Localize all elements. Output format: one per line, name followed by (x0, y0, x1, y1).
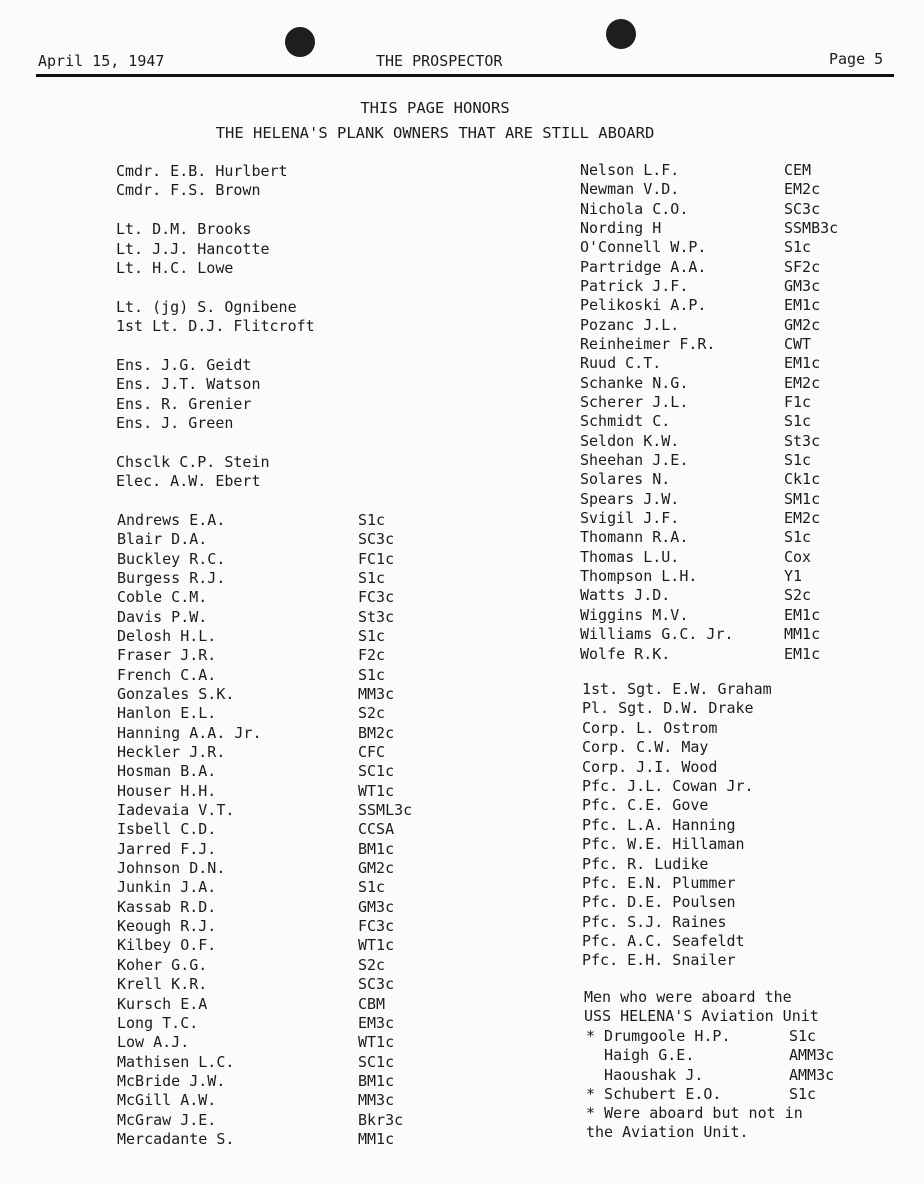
marine-entry: Pfc. L.A. Hanning (582, 815, 736, 834)
crew-name: Buckley R.C. (117, 549, 226, 568)
crew-name: Fraser J.R. (117, 646, 217, 665)
crew-rate: AMM3c (789, 1046, 835, 1065)
crew-rate: S1c (789, 1085, 817, 1104)
aviation-note-line: * Were aboard but not in (586, 1104, 803, 1122)
publication-name: THE PROSPECTOR (376, 52, 503, 70)
crew-rate: S2c (358, 955, 386, 974)
crew-rate: MM3c (358, 685, 395, 704)
crew-name: Hosman B.A. (117, 762, 217, 781)
crew-rate: GM2c (358, 859, 395, 878)
marine-entry: Pfc. C.E. Gove (582, 796, 709, 815)
crew-name: Davis P.W. (117, 607, 208, 626)
marine-entry: Pfc. E.N. Plummer (582, 873, 736, 892)
crew-name: Iadevaia V.T. (117, 801, 235, 820)
crew-rate: Ck1c (784, 470, 821, 489)
crew-name: * Schubert E.O. (586, 1085, 722, 1104)
crew-name: Mathisen L.C. (117, 1052, 235, 1071)
crew-rate: FC1c (358, 549, 395, 568)
crew-rate: SF2c (784, 257, 821, 276)
crew-name: McBride J.W. (117, 1071, 226, 1090)
officer-entry: Cmdr. E.B. Hurlbert (116, 162, 288, 180)
crew-name: * Drumgoole H.P. (586, 1027, 731, 1045)
crew-rate: St3c (358, 607, 395, 626)
crew-name: Wolfe R.K. (580, 644, 671, 663)
crew-rate: BM2c (358, 723, 395, 742)
crew-name: Blair D.A. (117, 530, 208, 549)
crew-rate: WT1c (358, 781, 395, 800)
crew-name: French C.A. (117, 665, 217, 684)
crew-name: Thompson L.H. (580, 567, 698, 586)
crew-name: Haoushak J. (586, 1065, 704, 1084)
crew-name: O'Connell W.P. (580, 238, 707, 257)
crew-name: Keough R.J. (117, 917, 217, 936)
marine-entry: Pfc. E.H. Snailer (582, 951, 736, 970)
crew-rate: GM3c (358, 897, 395, 916)
crew-rate: GM2c (784, 315, 821, 334)
officer-entry: Ens. J.G. Geidt (116, 355, 252, 374)
crew-name: McGill A.W. (117, 1091, 217, 1110)
officer-entry: Cmdr. F.S. Brown (116, 181, 261, 200)
crew-name: Jarred F.J. (117, 839, 217, 858)
crew-name: Burgess R.J. (117, 569, 226, 588)
marine-entry: Corp. J.I. Wood (582, 757, 718, 776)
crew-name: Patrick J.F. (580, 277, 689, 296)
crew-rate: S1c (358, 627, 386, 646)
marine-entry: 1st. Sgt. E.W. Graham (582, 680, 772, 698)
officer-entry: Ens. J.T. Watson (116, 375, 261, 394)
crew-rate: WT1c (358, 1033, 395, 1052)
officer-entry: Ens. J. Green (116, 414, 234, 433)
aviation-intro-line: Men who were aboard the (584, 988, 792, 1006)
marines-list (582, 680, 772, 971)
officer-entry: Lt. H.C. Lowe (116, 258, 234, 277)
crew-name: Mercadante S. (117, 1129, 235, 1148)
crew-rate: S1c (358, 878, 386, 897)
marine-entry: Pfc. W.E. Hillaman (582, 835, 745, 854)
marine-entry: Pfc. S.J. Raines (582, 912, 727, 931)
crew-rate: S1c (784, 451, 812, 470)
crew-rate: SSML3c (358, 801, 413, 820)
crew-name: Gonzales S.K. (117, 685, 235, 704)
crew-name: Haigh G.E. (586, 1046, 695, 1065)
officer-entry: Ens. R. Grenier (116, 394, 252, 413)
crew-rate: Bkr3c (358, 1110, 404, 1129)
crew-rate: CWT (784, 335, 812, 354)
crew-rate: S2c (784, 586, 812, 605)
crew-name: Schanke N.G. (580, 373, 689, 392)
crew-rate: EM1c (784, 644, 821, 663)
crew-rate: EM1c (784, 296, 821, 315)
spacer (116, 337, 315, 356)
crew-name: Williams G.C. Jr. (580, 625, 734, 644)
crew-name: Delosh H.L. (117, 627, 217, 646)
crew-name: Pelikoski A.P. (580, 296, 707, 315)
marine-entry: Pl. Sgt. D.W. Drake (582, 699, 754, 718)
crew-name: Andrews E.A. (117, 511, 226, 529)
crew-name: McGraw J.E. (117, 1110, 217, 1129)
crew-rate: CEM (784, 161, 812, 179)
crew-rate: BM1c (358, 1071, 395, 1090)
crew-rate: FC3c (358, 588, 395, 607)
crew-rate: CFC (358, 743, 386, 762)
crew-name: Partridge A.A. (580, 257, 707, 276)
crew-name: Newman V.D. (580, 180, 680, 199)
crew-name: Coble C.M. (117, 588, 208, 607)
officer-entry: Elec. A.W. Ebert (116, 472, 261, 491)
crew-name: Houser H.H. (117, 781, 217, 800)
crew-name: Long T.C. (117, 1013, 199, 1032)
crew-name: Schmidt C. (580, 412, 671, 431)
marine-entry: Pfc. R. Ludike (582, 854, 709, 873)
crew-rate: St3c (784, 431, 821, 450)
marine-entry: Pfc. J.L. Cowan Jr. (582, 776, 754, 795)
page-title-line2: THE HELENA'S PLANK OWNERS THAT ARE STILL ABOARD (215, 124, 655, 142)
crew-rate: SC1c (358, 1052, 395, 1071)
crew-rate: EM2c (784, 509, 821, 528)
crew-name: Reinheimer F.R. (580, 335, 716, 354)
marine-entry: Corp. L. Ostrom (582, 718, 718, 737)
crew-name: Wiggins M.V. (580, 605, 689, 624)
header-rule (36, 74, 894, 77)
officers-list (116, 162, 315, 492)
spacer (116, 278, 315, 297)
officer-entry: Lt. D.M. Brooks (116, 220, 252, 239)
crew-rate: S1c (784, 412, 812, 431)
punch-hole-left (285, 27, 315, 57)
crew-rate: SSMB3c (784, 219, 839, 238)
crew-rate: GM3c (784, 277, 821, 296)
spacer (116, 201, 315, 220)
crew-name: Solares N. (580, 470, 671, 489)
page-number: Page 5 (829, 50, 884, 68)
crew-rate: CBM (358, 994, 386, 1013)
crew-rate: AMM3c (789, 1065, 835, 1084)
crew-rate: BM1c (358, 839, 395, 858)
crew-rate: EM1c (784, 354, 821, 373)
punch-hole-right (606, 19, 636, 49)
crew-name: Heckler J.R. (117, 743, 226, 762)
crew-rate: F2c (358, 646, 386, 665)
aviation-intro (584, 988, 819, 1027)
crew-name: Scherer J.L. (580, 393, 689, 412)
marine-entry: Pfc. A.C. Seafeldt (582, 932, 745, 951)
crew-rate: MM3c (358, 1091, 395, 1110)
crew-name: Kursch E.A (117, 994, 208, 1013)
officer-entry: Lt. (jg) S. Ognibene (116, 297, 297, 316)
crew-name: Kilbey O.F. (117, 936, 217, 955)
crew-name: Hanning A.A. Jr. (117, 723, 262, 742)
marine-entry: Pfc. D.E. Poulsen (582, 893, 736, 912)
aviation-intro-line: USS HELENA'S Aviation Unit (584, 1007, 819, 1026)
crew-name: Nording H (580, 219, 662, 238)
crew-name: Pozanc J.L. (580, 315, 680, 334)
crew-name: Sheehan J.E. (580, 451, 689, 470)
crew-name: Svigil J.F. (580, 509, 680, 528)
crew-name: Isbell C.D. (117, 820, 217, 839)
crew-rate: FC3c (358, 917, 395, 936)
crew-rate: EM1c (784, 605, 821, 624)
crew-name: Johnson D.N. (117, 859, 226, 878)
crew-name: Koher G.G. (117, 955, 208, 974)
aviation-note (586, 1104, 803, 1143)
crew-rate: S1c (358, 665, 386, 684)
crew-rate: EM3c (358, 1013, 395, 1032)
crew-rate: S1c (784, 238, 812, 257)
crew-rate: F1c (784, 393, 812, 412)
crew-name: Nelson L.F. (580, 161, 680, 179)
spacer (116, 433, 315, 452)
crew-rate: Cox (784, 547, 812, 566)
crew-name: Thomann R.A. (580, 528, 689, 547)
crew-rate: EM2c (784, 180, 821, 199)
crew-name: Watts J.D. (580, 586, 671, 605)
crew-name: Junkin J.A. (117, 878, 217, 897)
officer-entry: Chsclk C.P. Stein (116, 452, 270, 471)
crew-rate: CCSA (358, 820, 395, 839)
crew-name: Spears J.W. (580, 489, 680, 508)
crew-name: Ruud C.T. (580, 354, 662, 373)
crew-rate: S1c (789, 1027, 817, 1045)
officer-entry: Lt. J.J. Hancotte (116, 239, 270, 258)
crew-name: Krell K.R. (117, 975, 208, 994)
crew-rate: SM1c (784, 489, 821, 508)
crew-rate: S1c (358, 569, 386, 588)
crew-rate: MM1c (358, 1129, 395, 1148)
marine-entry: Corp. C.W. May (582, 738, 709, 757)
crew-rate: SC1c (358, 762, 395, 781)
crew-rate: MM1c (784, 625, 821, 644)
crew-rate: SC3c (358, 975, 395, 994)
crew-rate: SC3c (358, 530, 395, 549)
crew-name: Kassab R.D. (117, 897, 217, 916)
crew-rate: WT1c (358, 936, 395, 955)
crew-name: Seldon K.W. (580, 431, 680, 450)
officer-entry: 1st Lt. D.J. Flitcroft (116, 317, 315, 336)
crew-rate: SC3c (784, 199, 821, 218)
crew-name: Thomas L.U. (580, 547, 680, 566)
crew-name: Nichola C.O. (580, 199, 689, 218)
crew-rate: S1c (358, 511, 386, 529)
crew-name: Hanlon E.L. (117, 704, 217, 723)
crew-rate: EM2c (784, 373, 821, 392)
crew-rate: S2c (358, 704, 386, 723)
aviation-note-line: the Aviation Unit. (586, 1123, 749, 1142)
crew-name: Low A.J. (117, 1033, 190, 1052)
issue-date: April 15, 1947 (38, 52, 165, 70)
crew-rate: S1c (784, 528, 812, 547)
page-title-line1: THIS PAGE HONORS (360, 99, 510, 117)
crew-rate: Y1 (784, 567, 803, 586)
